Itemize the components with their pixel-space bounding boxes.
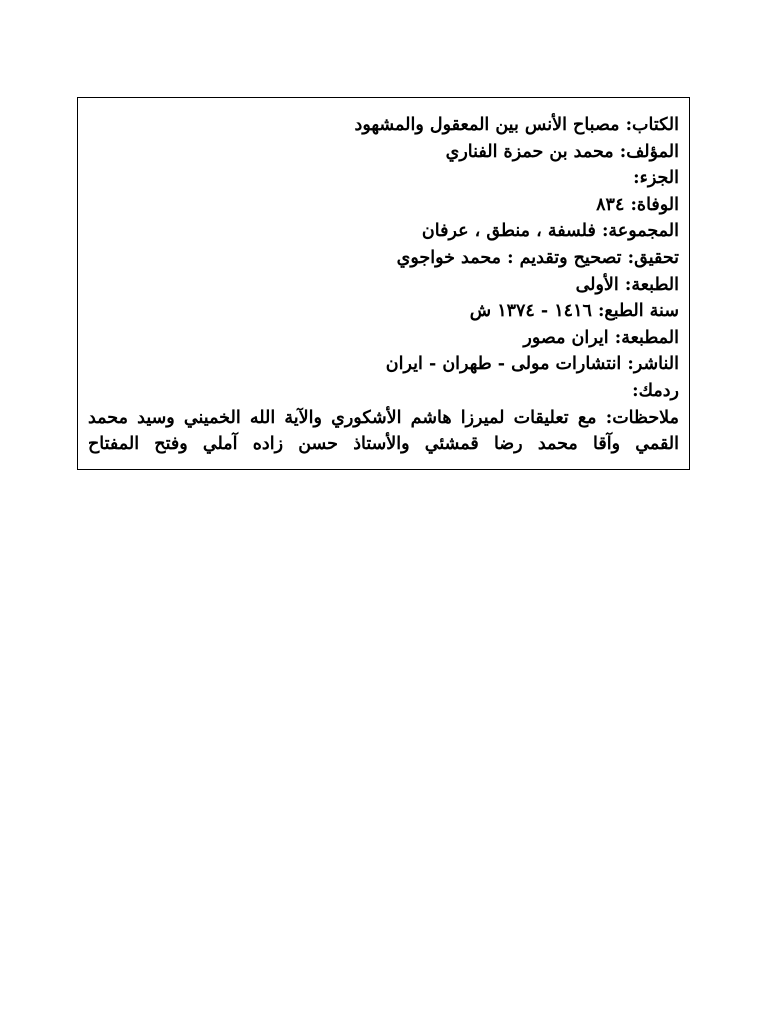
press-value: ايران مصور [523, 327, 609, 348]
publisher-label: الناشر: [627, 354, 679, 375]
book-info-card [77, 97, 690, 470]
book-title-value: مصباح الأنس بين المعقول والمشهود [354, 115, 620, 135]
volume-label: الجزء: [633, 168, 679, 189]
press-label: المطبعة: [614, 327, 679, 348]
notes-value: مع تعليقات لميرزا هاشم الأشكوري والآية الله الخميني وسيد محمد القمي وآقا محمد رضا قمشئي والأستاذ حسن زاده آملي وفتح المفتاح [88, 407, 679, 455]
death-label: الوفاة: [630, 194, 679, 215]
notes-label: ملاحظات: [605, 407, 679, 428]
author-row [88, 139, 679, 166]
print-year-label: سنة الطبع: [597, 301, 679, 322]
press-row [88, 325, 679, 352]
isbn-label: ردمك: [632, 380, 679, 401]
volume-row [88, 165, 679, 192]
edition-value: الأولى [575, 274, 619, 295]
collection-row [88, 218, 679, 245]
isbn-row [88, 378, 679, 405]
editor-label: تحقيق: [627, 247, 679, 268]
book-title-label: الكتاب: [625, 115, 679, 135]
print-year-value: ١٤١٦ - ١٣٧٤ ش [469, 301, 592, 322]
notes-row [88, 405, 679, 458]
editor-row [88, 245, 679, 272]
collection-label: المجموعة: [601, 221, 679, 242]
editor-value: تصحيح وتقديم : محمد خواجوي [396, 247, 622, 268]
death-value: ٨٣٤ [596, 194, 625, 215]
death-row [88, 192, 679, 219]
edition-label: الطبعة: [624, 274, 679, 295]
collection-value: فلسفة ، منطق ، عرفان [421, 221, 596, 242]
author-label: المؤلف: [619, 141, 679, 162]
book-title-row [88, 112, 679, 139]
edition-row [88, 272, 679, 299]
publisher-value: انتشارات مولى - طهران - ايران [385, 354, 622, 375]
author-value: محمد بن حمزة الفناري [445, 141, 614, 162]
print-year-row [88, 298, 679, 325]
publisher-row [88, 351, 679, 378]
